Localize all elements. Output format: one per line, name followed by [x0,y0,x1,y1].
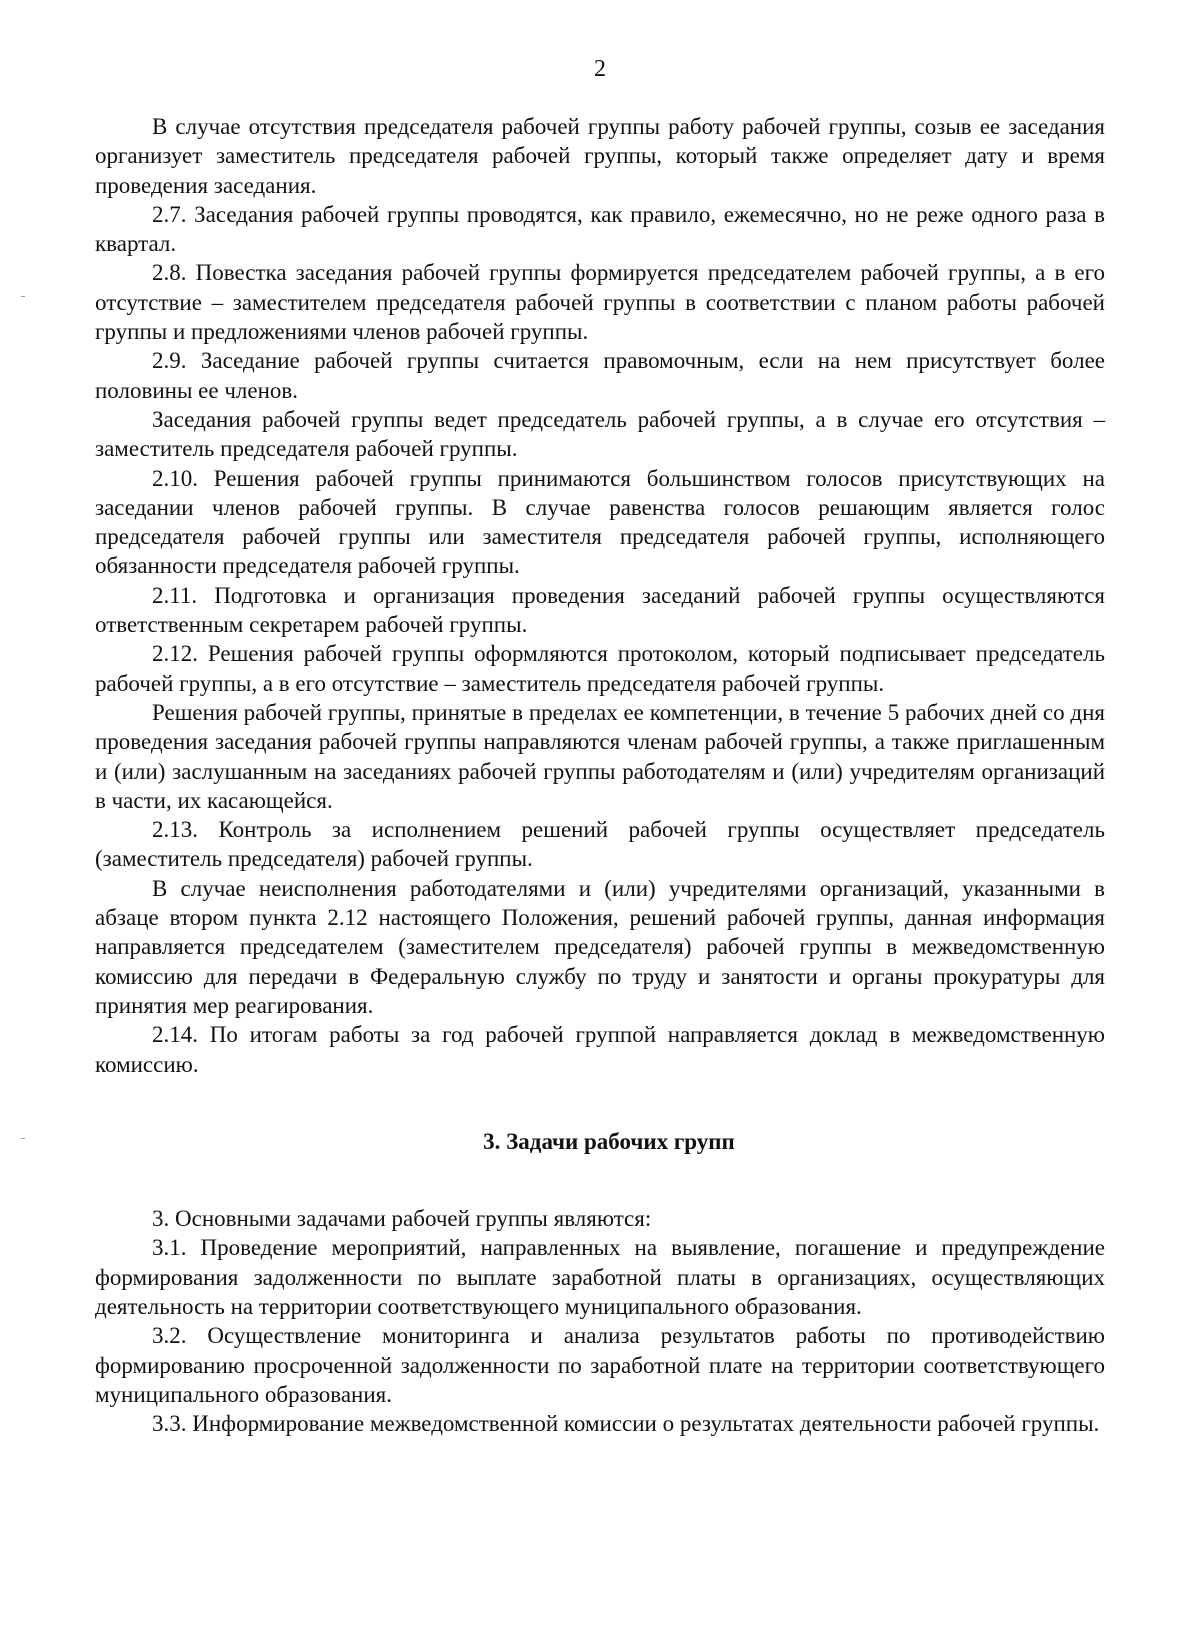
paragraph-2-8: 2.8. Повестка заседания рабочей группы формируется председателем рабочей группы, а в его отсутствие – заместителем председателя рабочей группы в соответствии с планом работы рабочей группы и предложениями членов рабочей группы. [95,260,1105,345]
section-heading: 3. Задачи рабочих групп [483,1128,735,1154]
paragraph-2-9: 2.9. Заседание рабочей группы считается правомочным, если на нем присутствует более половины ее членов. [95,348,1105,403]
paragraph-2-13: 2.13. Контроль за исполнением решений рабочей группы осуществляет председатель (заместитель председателя) рабочей группы. [95,817,1105,872]
section-spacer [95,1079,1105,1127]
paragraph-decisions-sent: Решения рабочей группы, принятые в пределах ее компетенции, в течение 5 рабочих дней со дня проведения заседания рабочей группы направляются членам рабочей группы, а также приглашенным и (или) заслушанным на заседаниях рабочей группы работодателям и (или) учредителям организаций в части, их касающейся. [95,699,1105,813]
paragraph-3-3: 3.3. Информирование межведомственной комиссии о результатах деятельности рабочей группы. [152,1411,1100,1437]
scan-margin-mark [21,1138,25,1139]
paragraph-3-2: 3.2. Осуществление мониторинга и анализа результатов работы по противодействию формированию просроченной задолженности по заработной плате на территории соответствующего муниципального образования. [95,1323,1105,1407]
paragraph-2-12: 2.12. Решения рабочей группы оформляются протоколом, который подписывает председатель рабочей группы, а в его отсутствие – заместитель председателя рабочей группы. [95,641,1105,696]
paragraph-chairman-absence: В случае отсутствия председателя рабочей группы работу рабочей группы, созыв ее заседания организует заместитель председателя рабочей группы, который также определяет дату и время проведения заседания. [95,114,1105,198]
paragraph-2-14: 2.14. По итогам работы за год рабочей группой направляется доклад в межведомственную комиссию. [95,1022,1105,1077]
paragraph-3-1: 3.1. Проведение мероприятий, направленных на выявление, погашение и предупреждение формирования задолженности по выплате заработной платы в организациях, осуществляющих деятельность на территории соответствующего муниципального образования. [95,1235,1105,1319]
paragraph-2-7: 2.7. Заседания рабочей группы проводятся, как правило, ежемесячно, но не реже одного раза в квартал. [95,201,1105,257]
page-number: 2 [594,56,606,82]
paragraph-2-11: 2.11. Подготовка и организация проведения заседаний рабочей группы осуществляются ответственным секретарем рабочей группы. [95,582,1105,638]
paragraph-2-10: 2.10. Решения рабочей группы принимаются большинством голосов присутствующих на заседании членов рабочей группы. В случае равенства голосов решающим является голос председателя рабочей группы или заместителя председателя рабочей группы, исполняющего обязанности председателя рабочей группы. [95,465,1105,579]
paragraph-3-intro: 3. Основными задачами рабочей группы являются: [152,1206,652,1232]
paragraph-non-compliance: В случае неисполнения работодателями и (или) учредителями организаций, указанными в абзаце втором пункта 2.12 настоящего Положения, решений рабочей группы, данная информация направляется председателем (заместителем председателя) рабочей группы в межведомственную комиссию для передачи в Федеральную службу по труду и занятости и органы прокуратуры для принятия мер реагирования. [95,875,1105,1018]
scan-margin-mark [21,296,25,297]
paragraph-meetings-led: Заседания рабочей группы ведет председатель рабочей группы, а в случае его отсутствия – заместитель председателя рабочей группы. [95,406,1105,462]
section-spacer [95,1156,1105,1204]
document-body [95,112,1105,1438]
